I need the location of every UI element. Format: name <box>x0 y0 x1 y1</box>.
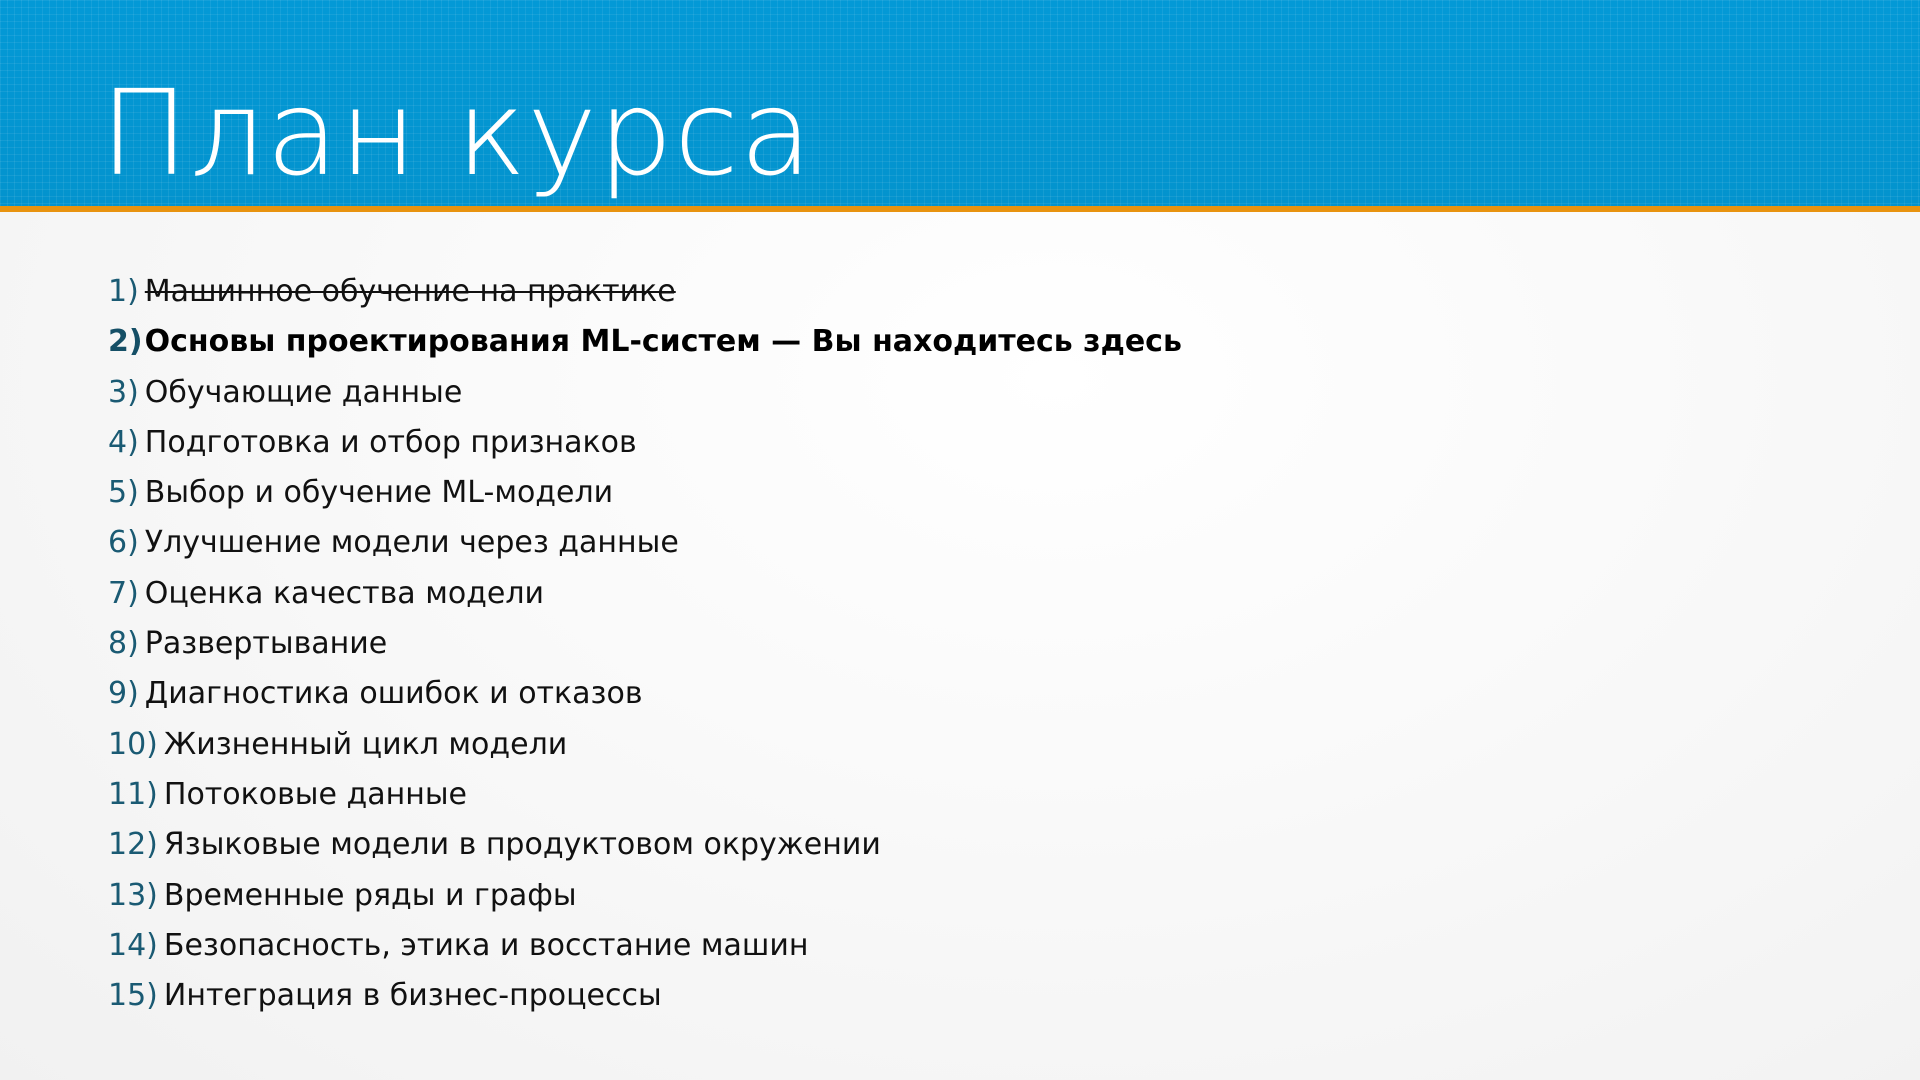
outline-item-number: 2) <box>108 324 143 360</box>
outline-item-label: Улучшение модели через данные <box>144 525 679 561</box>
outline-item-label: Интеграция в бизнес-процессы <box>163 978 662 1014</box>
outline-item <box>108 825 1182 875</box>
title-banner <box>0 0 1920 206</box>
outline-item <box>108 272 1182 322</box>
outline-item <box>108 574 1182 624</box>
outline-item-label: Временные ряды и графы <box>163 877 577 913</box>
outline-item-number: 4) <box>108 424 139 460</box>
outline-item <box>108 775 1182 825</box>
outline-item-label: Диагностика ошибок и отказов <box>144 676 643 712</box>
outline-item <box>108 976 1182 1026</box>
outline-item-number: 10) <box>108 726 158 762</box>
outline-item <box>108 725 1182 775</box>
outline-item-label: Безопасность, этика и восстание машин <box>163 927 809 963</box>
outline-item-number: 5) <box>108 475 139 511</box>
outline-item <box>108 322 1182 372</box>
outline-item-label: Выбор и обучение ML-модели <box>144 475 614 511</box>
slide-title: План курса <box>100 64 814 202</box>
outline-item-label: Основы проектирования ML-систем — Вы находитесь здесь <box>144 324 1182 360</box>
outline-item <box>108 373 1182 423</box>
outline-item-number: 12) <box>108 827 158 863</box>
accent-divider <box>0 206 1920 212</box>
outline-item <box>108 674 1182 724</box>
outline-item-number: 8) <box>108 626 139 662</box>
outline-item-label: Обучающие данные <box>144 374 463 410</box>
outline-item-number: 11) <box>108 776 158 812</box>
outline-item-number: 6) <box>108 525 139 561</box>
outline-item-number: 1) <box>108 274 139 309</box>
outline-item <box>108 876 1182 926</box>
outline-item-number: 13) <box>108 877 158 913</box>
outline-item-label: Оценка качества модели <box>144 575 545 611</box>
outline-item <box>108 523 1182 573</box>
outline-item-number: 9) <box>108 676 139 712</box>
outline-item-label: Подготовка и отбор признаков <box>144 424 637 460</box>
outline-item-number: 7) <box>108 575 139 611</box>
outline-item-number: 3) <box>108 374 139 410</box>
outline-item <box>108 624 1182 674</box>
outline-item-label: Развертывание <box>144 626 388 662</box>
outline-item <box>108 926 1182 976</box>
outline-item <box>108 423 1182 473</box>
outline-item-label: Потоковые данные <box>163 776 467 812</box>
outline-item <box>108 473 1182 523</box>
outline-item-label: Жизненный цикл модели <box>163 726 568 762</box>
outline-item-label: Языковые модели в продуктовом окружении <box>163 827 881 863</box>
outline-item-number: 14) <box>108 927 158 963</box>
course-outline <box>108 272 1182 1026</box>
outline-item-label: Машинное обучение на практике <box>144 274 676 309</box>
outline-item-number: 15) <box>108 978 158 1014</box>
